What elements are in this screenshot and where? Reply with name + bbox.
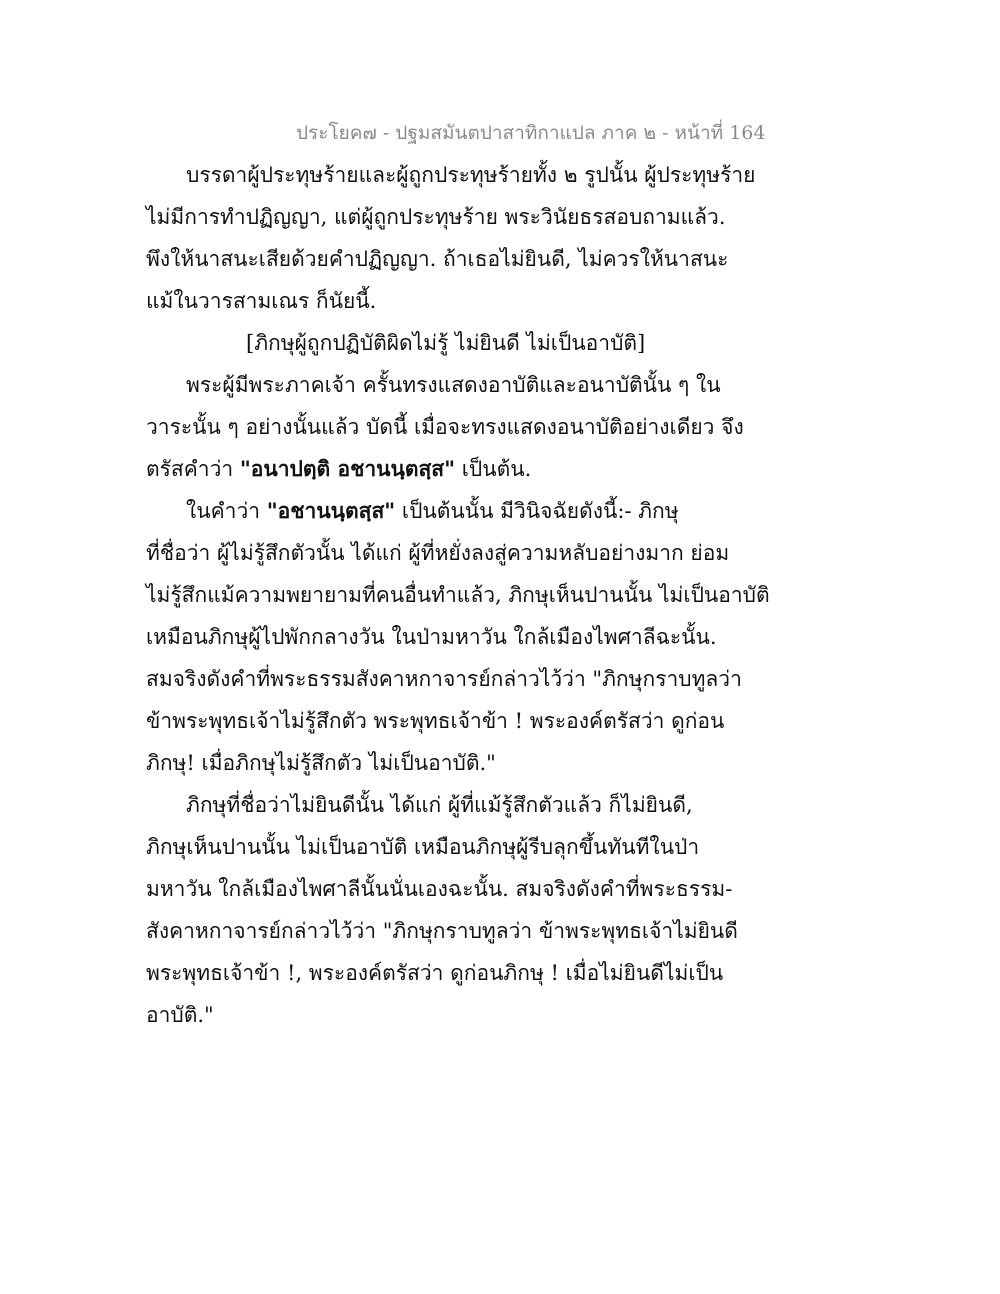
text-line: แม้ในวารสามเณร ก็นัยนี้. (146, 289, 377, 313)
text-line: เหมือนภิกษุผู้ไปพักกลางวัน ในป่ามหาวัน ใกล้เมืองไพศาลีฉะนั้น. (146, 625, 717, 649)
text-line: ภิกษุ! เมื่อภิกษุไม่รู้สึกตัว ไม่เป็นอาบัติ." (146, 751, 496, 775)
text-line: วาระนั้น ๆ อย่างนั้นแล้ว บัดนี้ เมื่อจะทรงแสดงอนาบัติอย่างเดียว จึง (146, 415, 744, 439)
text-line: ข้าพระพุทธเจ้าไม่รู้สึกตัว พระพุทธเจ้าข้า ! พระองค์ตรัสว่า ดูก่อน (146, 709, 725, 733)
pali-term: "อชานนฺตสฺส" (266, 498, 396, 523)
text-line: ที่ชื่อว่า ผู้ไม่รู้สึกตัวนั้น ได้แก่ ผู้ที่หยั่งลงสู่ความหลับอย่างมาก ย่อม (146, 541, 730, 565)
text-line: ภิกษุที่ชื่อว่าไม่ยินดีนั้น ได้แก่ ผู้ที่แม้รู้สึกตัวแล้ว ก็ไม่ยินดี, (186, 793, 693, 817)
page-header: ประโยค๗ - ปฐมสมันตปาสาทิกาแปล ภาค ๒ - หน้าที่ 164 (296, 122, 766, 144)
text-line: มหาวัน ใกล้เมืองไพศาลีนั้นนั่นเองฉะนั้น. สมจริงดังคำที่พระธรรม- (146, 877, 733, 901)
text-line: บรรดาผู้ประทุษร้ายและผู้ถูกประทุษร้ายทั้ง ๒ รูปนั้น ผู้ประทุษร้าย (186, 163, 756, 187)
text-line: อาบัติ." (146, 1003, 214, 1027)
text-segment: ตรัสคำว่า (146, 457, 240, 481)
section-heading: [ภิกษุผู้ถูกปฏิบัติผิดไม่รู้ ไม่ยินดี ไม่เป็นอาบัติ] (246, 331, 646, 355)
text-segment: เป็นต้น. (455, 457, 532, 481)
text-line (146, 449, 716, 489)
text-line: ภิกษุเห็นปานนั้น ไม่เป็นอาบัติ เหมือนภิกษุผู้รีบลุกขึ้นทันทีในป่า (146, 835, 700, 859)
text-line (186, 491, 756, 531)
pali-term: "อนาปตฺติ อชานนฺตสฺส" (239, 456, 456, 481)
text-line: สังคาหกาจารย์กล่าวไว้ว่า "ภิกษุกราบทูลว่า ข้าพระพุทธเจ้าไม่ยินดี (146, 919, 738, 943)
text-line: ไม่รู้สึกแม้ความพยายามที่คนอื่นทำแล้ว, ภิกษุเห็นปานนั้น ไม่เป็นอาบัติ (146, 583, 770, 607)
text-line: ไม่มีการทำปฏิญญา, แต่ผู้ถูกประทุษร้าย พระวินัยธรสอบถามแล้ว. (146, 205, 726, 229)
text-segment: ในคำว่า (186, 499, 267, 523)
text-line: สมจริงดังคำที่พระธรรมสังคาหกาจารย์กล่าวไว้ว่า "ภิกษุกราบทูลว่า (146, 667, 742, 691)
text-line: พึงให้นาสนะเสียด้วยคำปฏิญญา. ถ้าเธอไม่ยินดี, ไม่ควรให้นาสนะ (146, 247, 729, 271)
text-segment: เป็นต้นนั้น มีวินิจฉัยดังนี้:- ภิกษุ (395, 499, 679, 523)
text-line: พระผู้มีพระภาคเจ้า ครั้นทรงแสดงอาบัติและอนาบัตินั้น ๆ ใน (186, 373, 721, 397)
text-line: พระพุทธเจ้าข้า !, พระองค์ตรัสว่า ดูก่อนภิกษุ ! เมื่อไม่ยินดีไม่เป็น (146, 961, 724, 985)
